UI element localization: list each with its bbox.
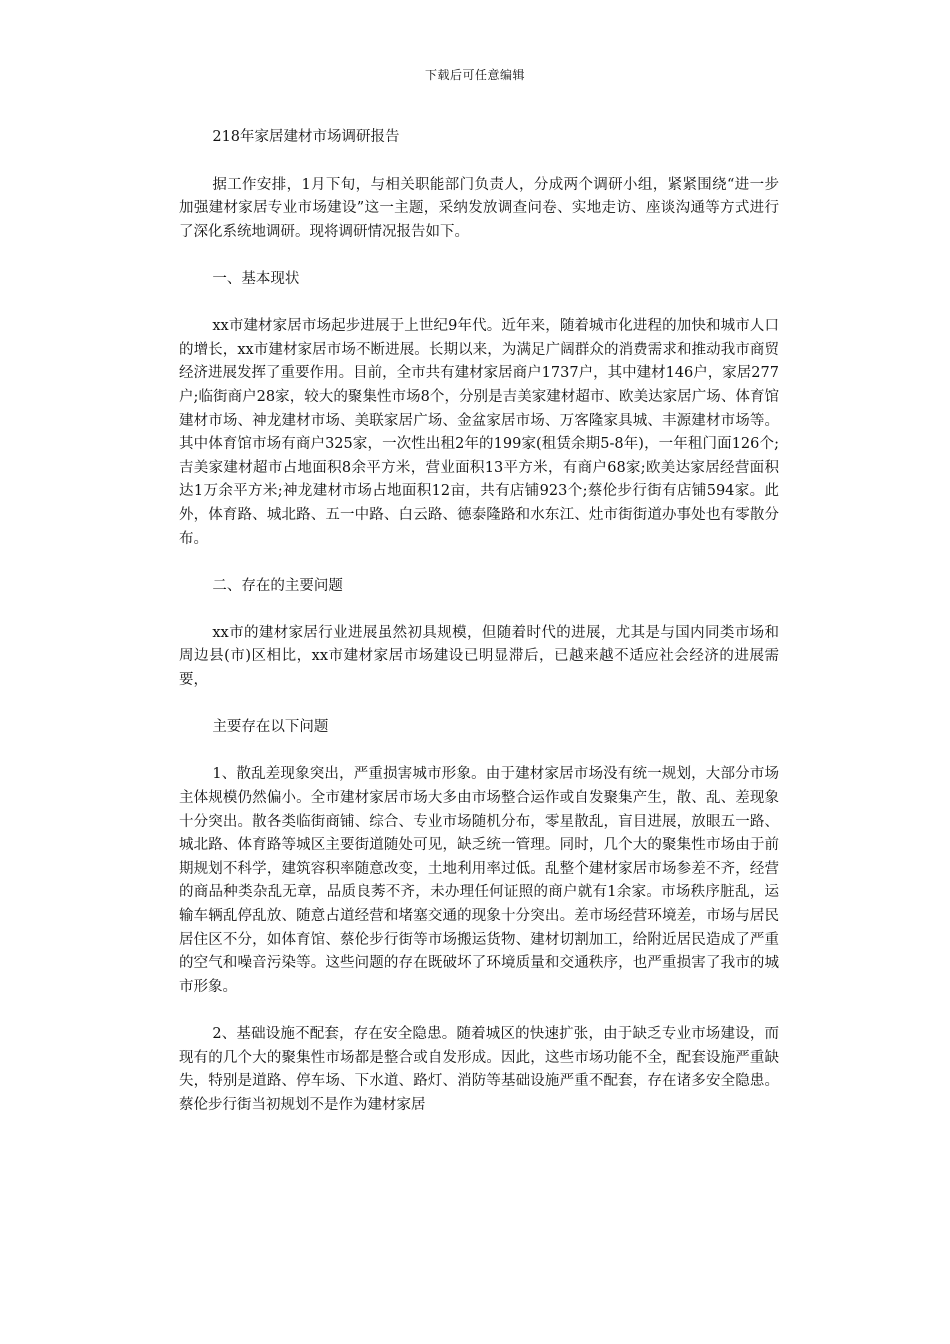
basic-status-paragraph: xx市建材家居市场起步进展于上世纪9年代。近年来，随着城市化进程的加快和城市人口的增长，xx市建材家居市场不断进展。长期以来，为满足广阔群众的消费需求和推动我市商贸经济进展发挥了重要作用。目前，全市共有建材家居商户1737户，其中建材146户，家居277户;临街商户28家，较大的聚集性市场8个，分别是吉美家建材超市、欧美达家居广场、体育馆建材市场、神龙建材市场、美联家居广场、金盆家居市场、万客隆家具城、丰源建材市场等。其中体育馆市场有商户325家，一次性出租2年的199家(租赁余期5-8年)，一年租门面126个;吉美家建材超市占地面积8余平方米，营业面积13平方米，有商户68家;欧美达家居经营面积达1万余平方米;神龙建材市场占地面积12亩，共有店铺923个;蔡伦步行街有店铺594家。此外，体育路、城北路、五一中路、白云路、德泰隆路和水东江、灶市街街道办事处也有零散分布。 bbox=[179, 318, 779, 547]
section-heading-basic-status: 一、基本现状 bbox=[212, 270, 300, 287]
problems-list-heading: 主要存在以下问题 bbox=[212, 719, 329, 736]
page-header-note: 下载后可任意编辑 bbox=[424, 68, 525, 82]
problem-2-paragraph: 2、基础设施不配套，存在安全隐患。随着城区的快速扩张，由于缺乏专业市场建设，而现有的几个大的聚集性市场都是整合或自发形成。因此，这些市场功能不全，配套设施严重缺失，特别是道路、停车场、下水道、路灯、消防等基础设施严重不配套，存在诸多安全隐患。蔡伦步行街当初规划不是作为建材家居 bbox=[179, 1025, 779, 1113]
intro-paragraph: 据工作安排，1月下旬，与相关职能部门负责人，分成两个调研小组，紧紧围绕“进一步加强建材家居专业市场建设”这一主题，采纳发放调查问卷、实地走访、座谈沟通等方式进行了深化系统地调研。现将调研情况报告如下。 bbox=[179, 176, 779, 240]
document-title: 218年家居建材市场调研报告 bbox=[212, 129, 400, 145]
problem-1-paragraph: 1、散乱差现象突出，严重损害城市形象。由于建材家居市场没有统一规划，大部分市场主体规模仍然偏小。全市建材家居市场大多由市场整合运作或自发聚集产生，散、乱、差现象十分突出。散各类临街商铺、综合、专业市场随机分布，零星散乱，盲目进展，放眼五一路、城北路、体育路等城区主要街道随处可见，缺乏统一管理。同时，几个大的聚集性市场由于前期规划不科学，建筑容积率随意改变，土地利用率过低。乱整个建材家居市场参差不齐，经营的商品种类杂乱无章，品质良莠不齐，未办理任何证照的商户就有1余家。市场秩序脏乱，运输车辆乱停乱放、随意占道经营和堵塞交通的现象十分突出。差市场经营环境差，市场与居民居住区不分，如体育馆、蔡伦步行街等市场搬运货物、建材切割加工，给附近居民造成了严重的空气和噪音污染等。这些问题的存在既破坏了环境质量和交通秩序，也严重损害了我市的城市形象。 bbox=[179, 766, 779, 995]
main-problems-paragraph: xx市的建材家居行业进展虽然初具规模，但随着时代的进展，尤其是与国内同类市场和周边县(市)区相比，xx市建材家居市场建设已明显滞后，已越来越不适应社会经济的进展需要， bbox=[179, 624, 779, 689]
document-body bbox=[179, 126, 779, 1141]
section-heading-main-problems: 二、存在的主要问题 bbox=[212, 577, 343, 594]
